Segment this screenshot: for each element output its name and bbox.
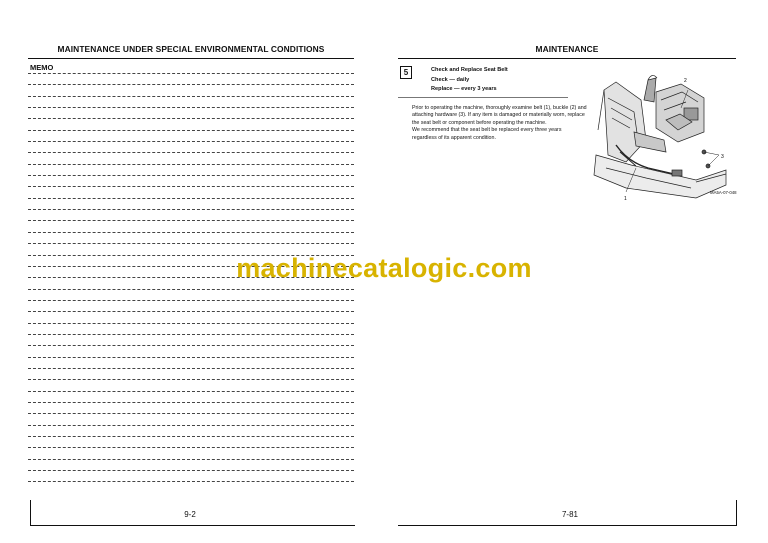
right-page-number: 7-81: [561, 510, 578, 519]
memo-line: [28, 379, 354, 380]
memo-line: [28, 311, 354, 312]
memo-line: [28, 209, 354, 210]
memo-line: [28, 141, 354, 142]
memo-line: [28, 345, 354, 346]
memo-line: [28, 402, 354, 403]
step-number-box: 5: [400, 66, 412, 79]
memo-line: [28, 73, 354, 74]
memo-line: [28, 130, 354, 131]
figure-caption: MA5A-07-048: [710, 190, 737, 195]
memo-line: [28, 447, 354, 448]
memo-line: [28, 425, 354, 426]
memo-line: [28, 96, 354, 97]
memo-line: [28, 323, 354, 324]
memo-line: [28, 470, 354, 471]
memo-line: [28, 289, 354, 290]
memo-line: [28, 220, 354, 221]
memo-line: [28, 186, 354, 187]
memo-line: [28, 334, 354, 335]
step-title: Check and Replace Seat Belt: [431, 67, 508, 73]
memo-line: [28, 118, 354, 119]
memo-line: [28, 459, 354, 460]
check-interval: Check — daily: [431, 77, 470, 83]
callout-1: 1: [624, 196, 627, 202]
memo-title: MEMO: [30, 63, 54, 72]
instructions-text: [412, 105, 587, 142]
paragraph-inspect: Prior to operating the machine, thoroughly examine belt (1), buckle (2) and attaching hardware (3). If any item is damaged or materially worn, replace the seat belt or component before operating the machine.: [412, 105, 587, 126]
memo-line: [28, 368, 354, 369]
callout-3: 3: [721, 154, 724, 160]
right-header-rule: [398, 58, 736, 59]
left-page-header: MAINTENANCE UNDER SPECIAL ENVIRONMENTAL CONDITIONS: [57, 44, 325, 54]
seat-belt-illustration: [586, 70, 736, 205]
memo-line: [28, 232, 354, 233]
replace-interval: Replace — every 3 years: [431, 86, 497, 92]
memo-line: [28, 413, 354, 414]
left-page-number: 9-2: [184, 510, 196, 519]
memo-line: [28, 107, 354, 108]
memo-line: [28, 175, 354, 176]
memo-line: [28, 357, 354, 358]
left-header-rule: [28, 58, 354, 59]
memo-line: [28, 164, 354, 165]
memo-line: [28, 300, 354, 301]
watermark: machinecatalogic.com: [236, 253, 532, 283]
paragraph-recommend: We recommend that the seat belt be replaced every three years regardless of its apparent condition.: [412, 127, 562, 141]
right-page-header: MAINTENANCE: [535, 44, 599, 54]
memo-line: [28, 391, 354, 392]
memo-line: [28, 243, 354, 244]
memo-line: [28, 152, 354, 153]
memo-line: [28, 481, 354, 482]
step-rule: [398, 97, 568, 98]
callout-2: 2: [684, 78, 687, 84]
memo-line: [28, 84, 354, 85]
memo-line: [28, 198, 354, 199]
memo-line: [28, 436, 354, 437]
